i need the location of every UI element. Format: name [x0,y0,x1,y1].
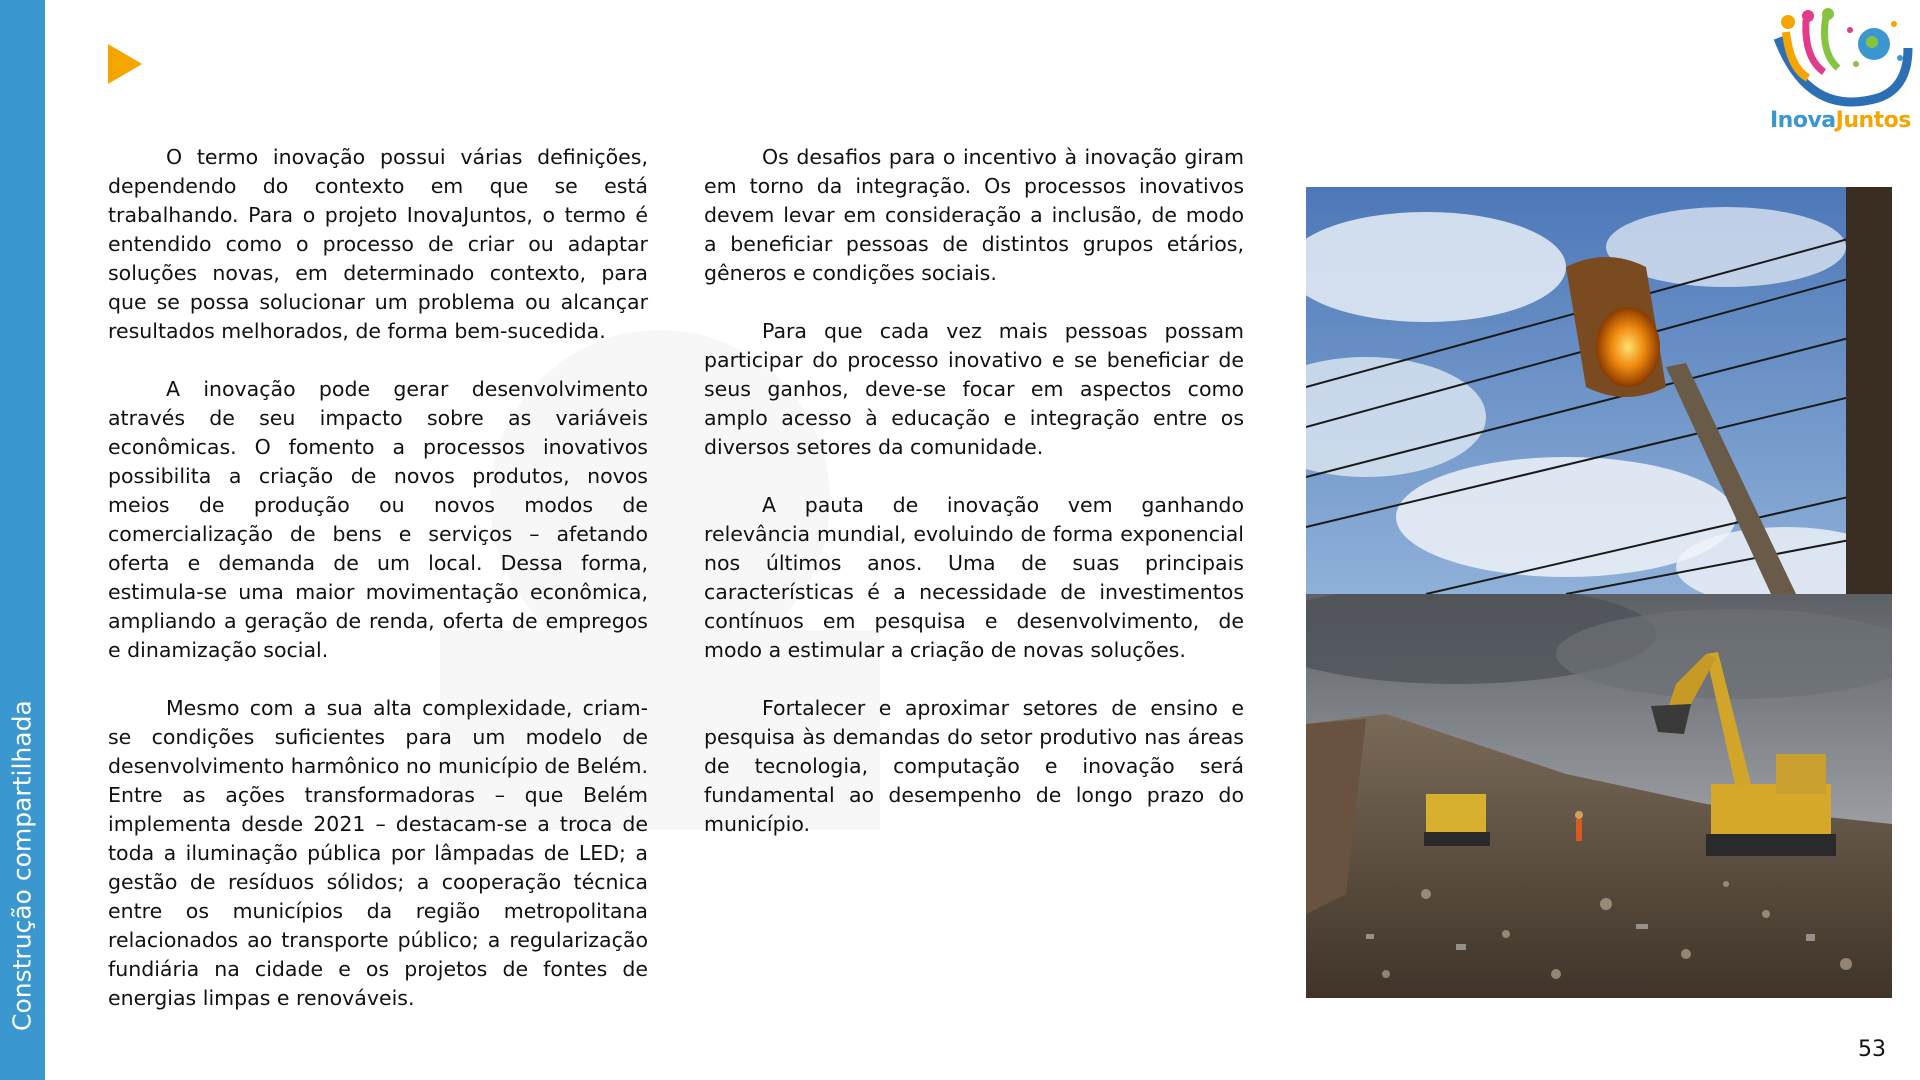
paragraph: Os desafios para o incentivo à inovação giram em torno da integração. Os processos inovativos devem levar em consideração a inclusão, de modo a beneficiar pessoas de distintos grupos etários, gêneros e condições sociais. [704,145,1244,285]
sidebar-label: Construção compartilhada [7,700,37,1031]
right-text-column [704,143,1244,868]
paragraph: Mesmo com a sua alta complexidade, criam-se condições suficientes para um modelo de desenvolvimento harmônico no município de Belém. Entre as ações transformadoras – que Belém implementa desde 2021 – destacam-se a troca de toda a iluminação pública por lâmpadas de LED; a gestão de resíduos sólidos; a cooperação técnica entre os municípios da região metropolitana relacionados ao transporte público; a regularização fundiária na cidade e os projetos de fontes de energias limpas e renováveis. [108,696,648,1010]
play-arrow-icon [108,44,142,84]
paragraph: A inovação pode gerar desenvolvimento através de seu impacto sobre as variáveis econômicas. O fomento a processos inovativos possibilita a criação de novos produtos, novos meios de produção ou novos modos de comercialização de bens e serviços – afetando oferta e demanda de um local. Dessa forma, estimula-se uma maior movimentação econômica, ampliando a geração de renda, oferta de empregos e dinamização social. [108,377,648,662]
page-number: 53 [1858,1037,1886,1062]
sidebar [0,0,45,1080]
paragraph: Para que cada vez mais pessoas possam participar do processo inovativo e se beneficiar de seus ganhos, deve-se focar em aspectos como amplo acesso à educação e integração entre os diversos setores da comunidade. [704,319,1244,459]
logo-text [1770,108,1911,133]
left-text-column [108,143,648,1042]
landfill-photo [1306,594,1892,998]
logo-text-juntos: Juntos [1835,108,1911,133]
paragraph: Fortalecer e aproximar setores de ensino e pesquisa às demandas do setor produtivo nas áreas de tecnologia, computação e inovação será fundamental ao desempenho de longo prazo do município. [704,696,1244,836]
paragraph: O termo inovação possui várias definições, dependendo do contexto em que se está trabalhando. Para o projeto InovaJuntos, o termo é entendido como o processo de criar ou adaptar soluções novas, em determinado contexto, para que se possa solucionar um problema ou alcançar resultados melhorados, de forma bem-sucedida. [108,145,648,343]
logo-text-inova: Inova [1770,108,1836,133]
paragraph: A pauta de inovação vem ganhando relevância mundial, evoluindo de forma exponencial nos últimos anos. Uma de suas principais características é a necessidade de investimentos contínuos em pesquisa e desenvolvimento, de modo a estimular a criação de novas soluções. [704,493,1244,662]
street-lamp-photo [1306,187,1892,594]
